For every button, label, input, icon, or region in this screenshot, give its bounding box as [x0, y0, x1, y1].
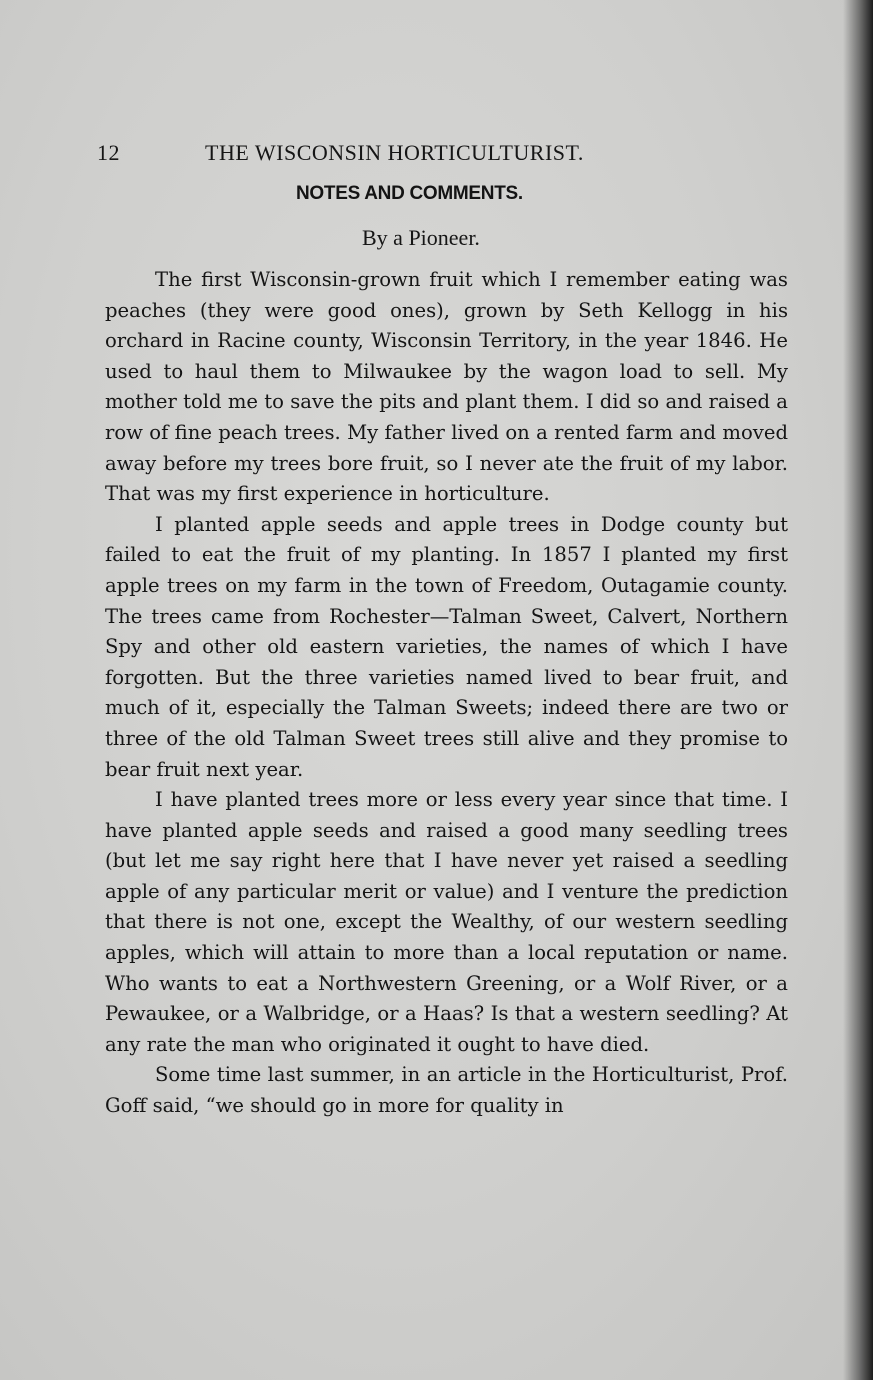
section-title: NOTES AND COMMENTS. — [296, 183, 523, 204]
page-number: 12 — [97, 140, 120, 165]
paragraph: Some time last summer, in an article in the Horticulturist, Prof. Goff said, “we should go in more for quality in — [105, 1063, 788, 1118]
paragraph: I planted apple seeds and apple trees in Dodge county but failed to eat the fruit of my planting. In 1857 I planted my first apple trees on my farm in the town of Freedom, Outagamie county. The trees came from Rochester—Talman Sweet, Calvert, Northern Spy and other old eastern varieties, the names of which I have forgotten. But the three varieties named lived to bear fruit, and much of it, especially the Talman Sweets; indeed there are two or three of the old Talman Sweet trees still alive and they promise to bear fruit next year. — [105, 512, 788, 781]
paragraph: The first Wisconsin-grown fruit which I remember eating was peaches (they were good ones), grown by Seth Kellogg in his orchard in Racine county, Wisconsin Territory, in the year 1846. He used to haul them to Milwaukee by the wagon load to sell. My mother told me to save the pits and plant them. I did so and raised a row of fine peach trees. My father lived on a rented farm and moved away before my trees bore fruit, so I never ate the fruit of my labor. That was my first experience in horticulture. — [105, 268, 788, 506]
running-head: THE WISCONSIN HORTICULTURIST. — [205, 140, 584, 165]
page-header — [97, 140, 677, 170]
paragraph: I have planted trees more or less every year since that time. I have planted apple seeds and raised a good many seedling trees (but let me say right here that I have never yet raised a seedling apple of any particular merit or value) and I venture the prediction that there is not one, except the Wealthy, of our western seedling apples, which will attain to more than a local reputation or name. Who wants to eat a Northwestern Greening, or a Wolf River, or a Pewaukee, or a Walbridge, or a Haas? Is that a western seedling? At any rate the man who originated it ought to have died. — [105, 788, 788, 1056]
page-edge-shadow — [843, 0, 873, 1380]
article-body — [105, 265, 788, 1122]
byline: By a Pioneer. — [362, 225, 480, 250]
